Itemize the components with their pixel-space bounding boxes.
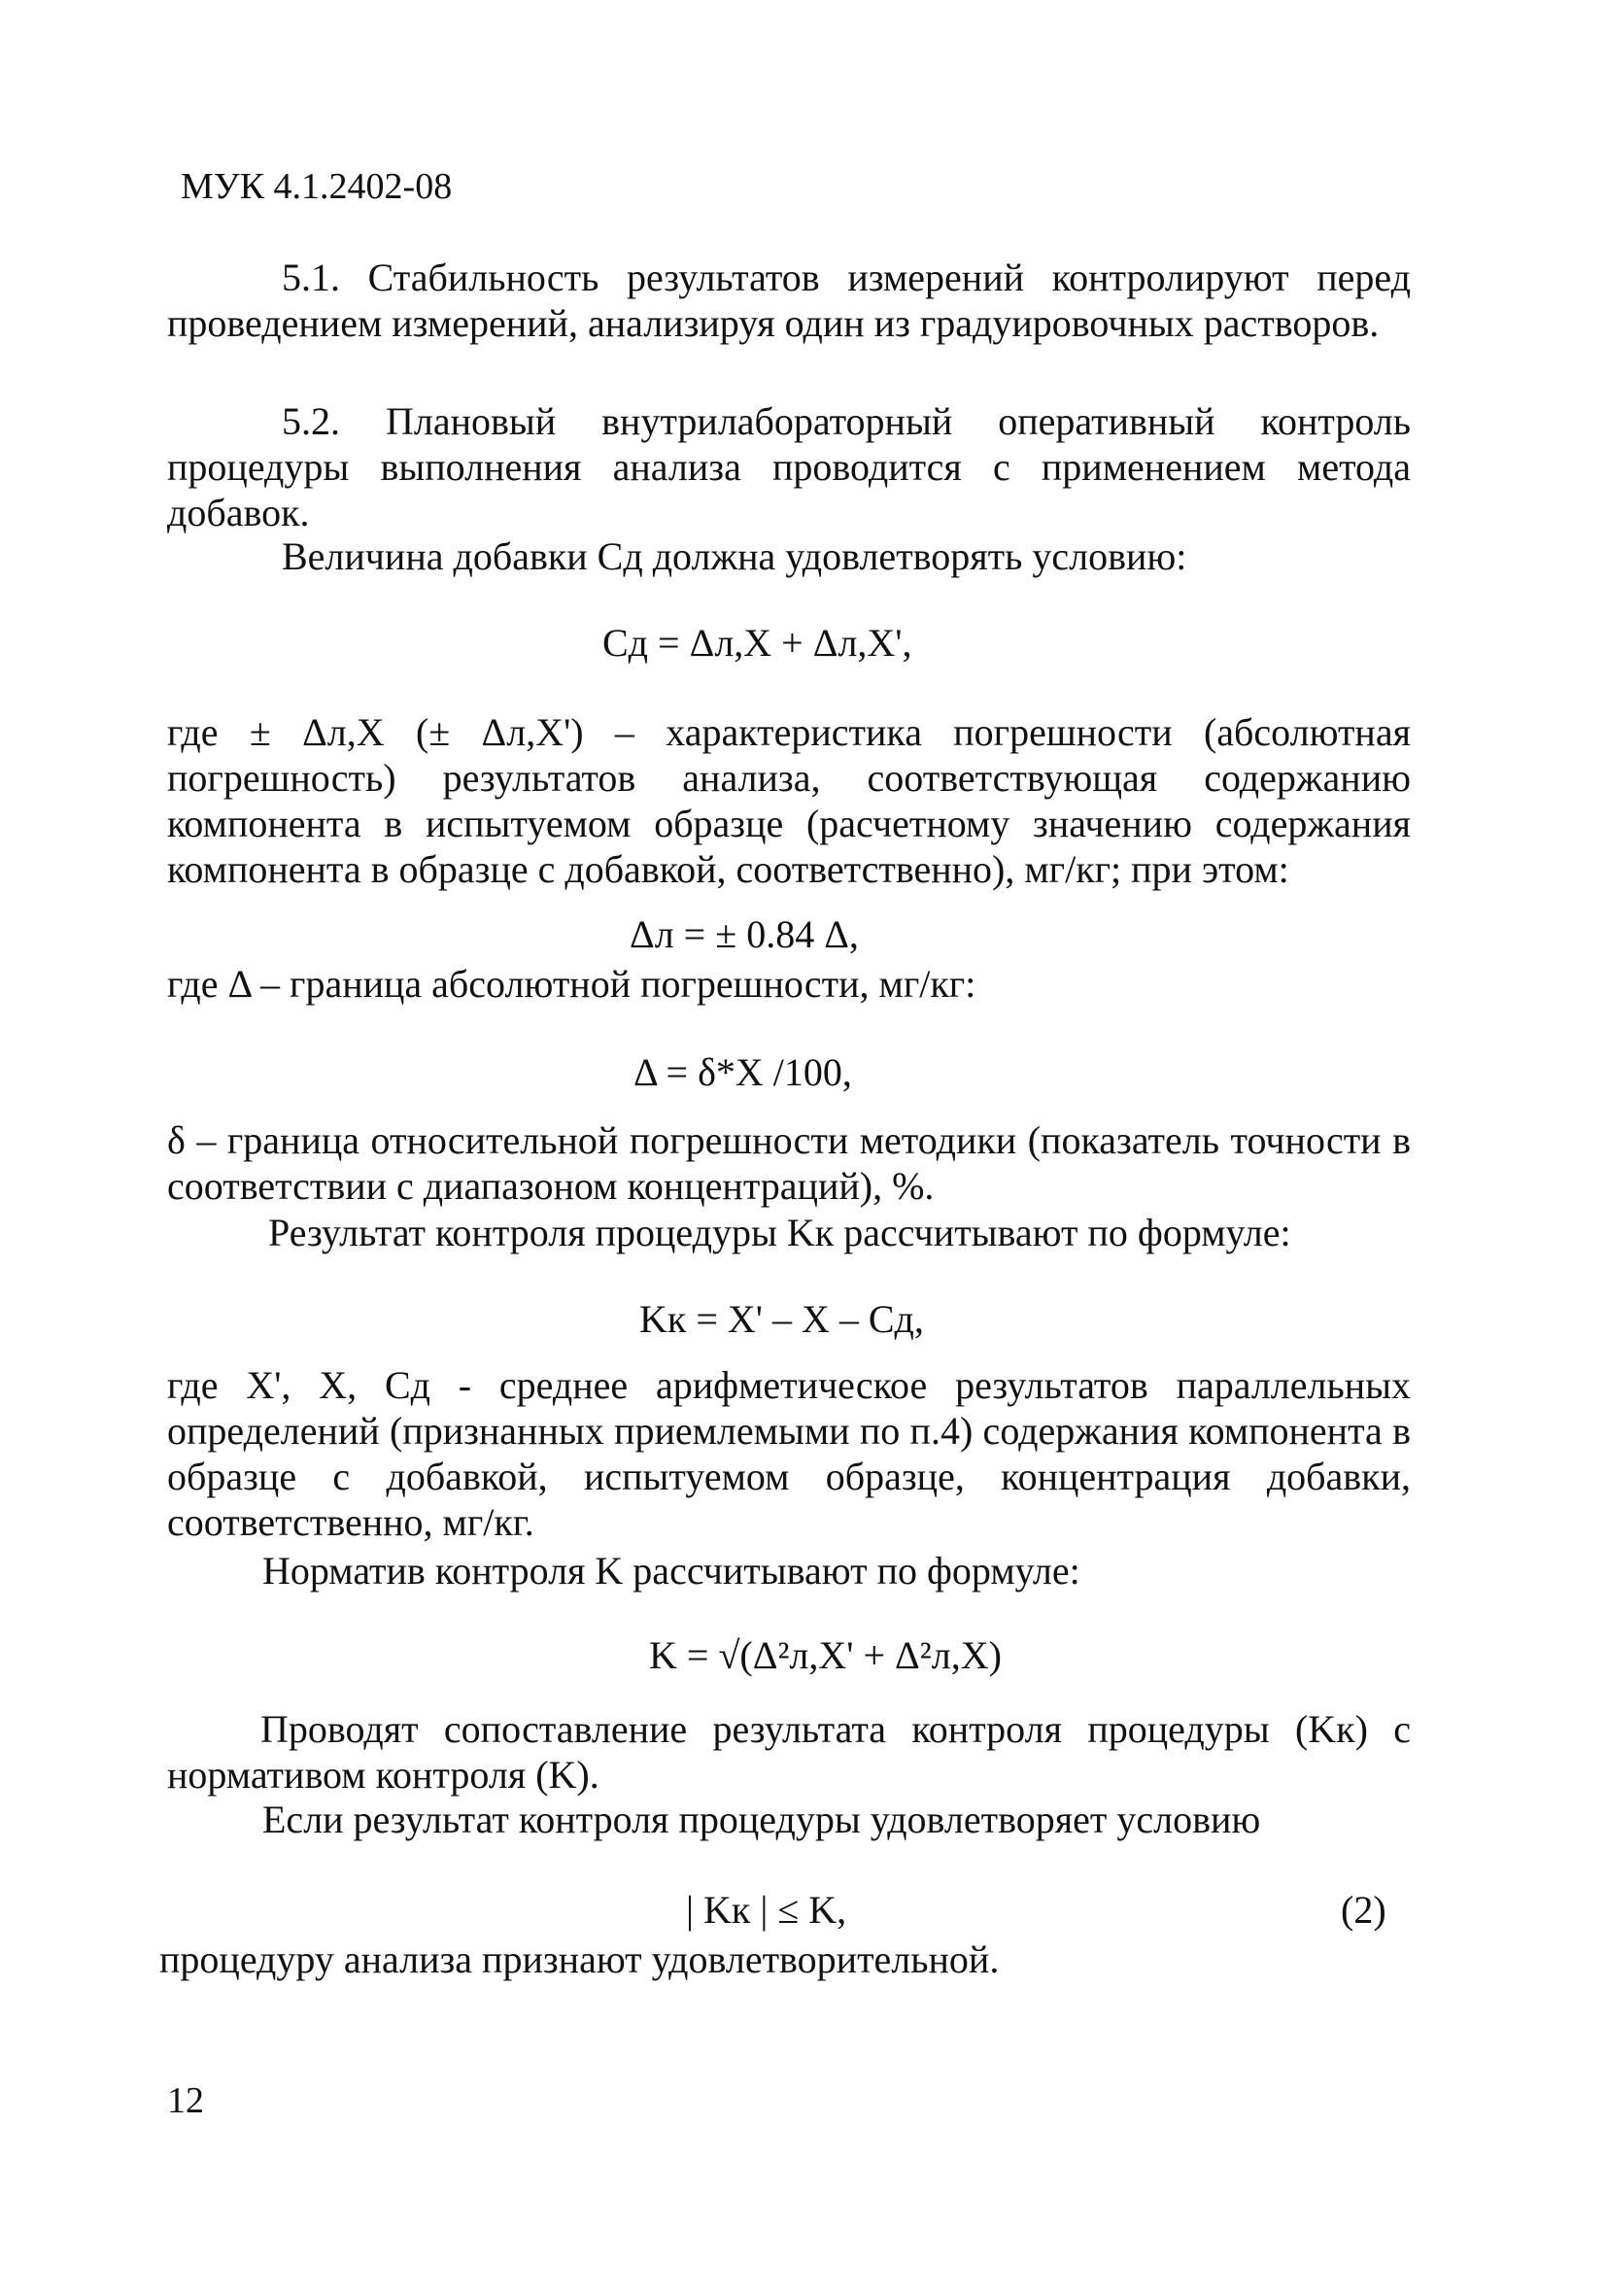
control-result-text: Результат контроля процедуры Kк рассчитывают по формуле: — [268, 1211, 1291, 1254]
document-header: МУК 4.1.2402-08 — [181, 166, 453, 207]
control-norm-text: Норматив контроля K рассчитывают по формуле: — [262, 1549, 1080, 1593]
equation-number: (2) — [1341, 1888, 1386, 1932]
formula-additive: Cд = Δл,X + Δл,X', — [602, 621, 912, 665]
formula-condition: | Kк | ≤ K, — [686, 1888, 847, 1932]
paragraph-5-2: 5.2. Плановый внутрилабораторный оперативный контроль процедуры выполнения анализа проводится с применением метода добавок. — [167, 399, 1411, 534]
page-number: 12 — [167, 2080, 204, 2121]
absolute-error-text: где Δ – граница абсолютной погрешности, мг/кг: — [167, 962, 976, 1006]
paragraph-5-1: 5.1. Стабильность результатов измерений контролируют перед проведением измерений, анализируя один из градуировочных растворов. — [167, 256, 1411, 345]
formula-control-norm: K = √(Δ²л,X' + Δ²л,X) — [649, 1633, 1002, 1677]
paragraph-mean-values: где X', X, Cд - среднее арифметическое результатов параллельных определений (признанных приемлемыми по п.4) содержания компонента в образце с добавкой, испытуемом образце, концентрация добавки, соответственно, мг/кг. — [167, 1363, 1411, 1544]
formula-control-result: Kк = X' – X – Cд, — [639, 1297, 924, 1341]
formula-delta: Δ = δ*X /100, — [633, 1050, 852, 1094]
condition-text: Если результат контроля процедуры удовлетворяет условию — [262, 1798, 1261, 1841]
conclusion-text: процедуру анализа признают удовлетворительной. — [159, 1937, 1000, 1981]
paragraph-comparison: Проводят сопоставление результата контроля процедуры (Kк) с нормативом контроля (K). — [167, 1707, 1411, 1797]
formula-delta-l: Δл = ± 0.84 Δ, — [630, 912, 859, 956]
additive-condition-text: Величина добавки Cд должна удовлетворять условию: — [282, 534, 1187, 578]
paragraph-error-characteristic: где ± Δл,X (± Δл,X') – характеристика погрешности (абсолютная погрешность) результатов анализа, соответствующая содержанию компонента в испытуемом образце (расчетному значению содержания компонента в образце с добавкой, соответственно), мг/кг; при этом: — [167, 710, 1411, 891]
paragraph-relative-error: δ – граница относительной погрешности методики (показатель точности в соответствии с диапазоном концентраций), %. — [167, 1118, 1411, 1208]
